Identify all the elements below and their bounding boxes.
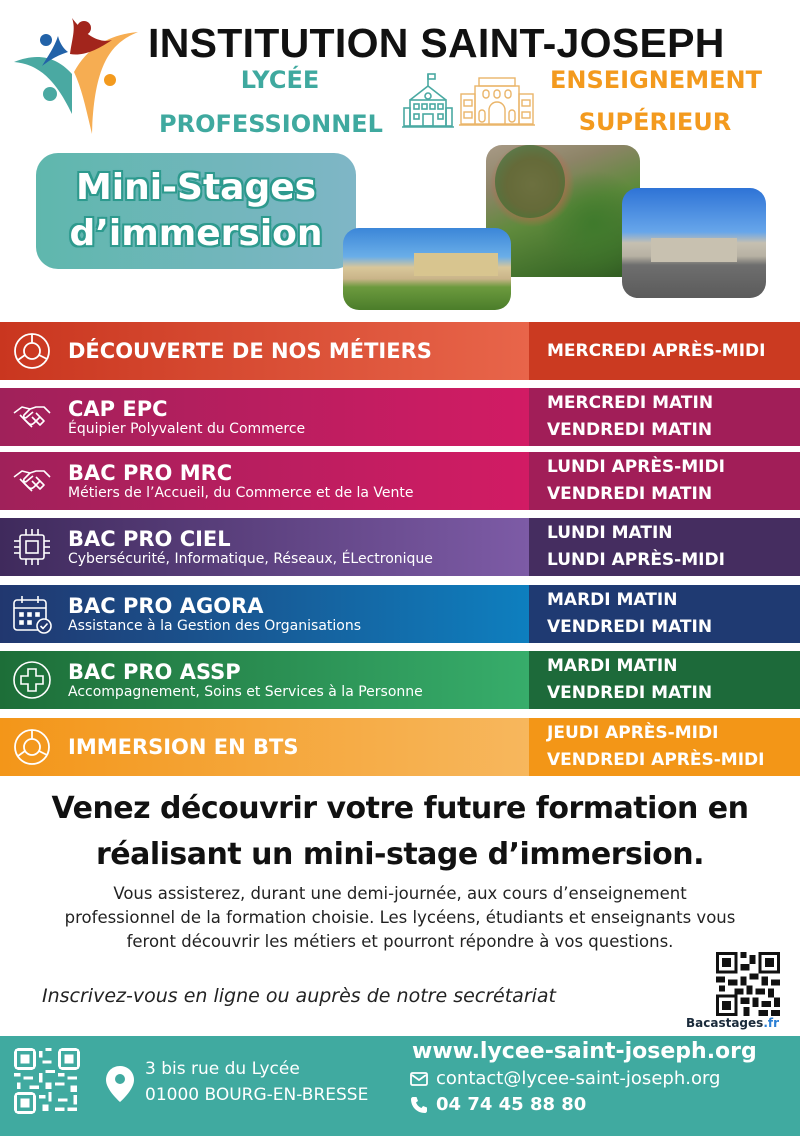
- row-schedule-cell: [529, 388, 800, 446]
- row-label-cell: [0, 651, 529, 709]
- bacastages-tld: .fr: [763, 1016, 780, 1030]
- description-line2: professionnel de la formation choisie. Les lycéens, étudiants et enseignants vous: [64, 908, 736, 927]
- schedule-slot: VENDREDI MATIN: [547, 683, 713, 703]
- row-label-cell: [0, 718, 529, 776]
- schedule-slot: VENDREDI APRÈS-MIDI: [547, 750, 765, 770]
- calendar-check-icon: [10, 592, 54, 636]
- circle-segments-icon: [10, 329, 54, 373]
- row-label-cell: [0, 452, 529, 510]
- row-title: BAC PRO ASSP: [68, 659, 241, 684]
- schedule-slot: JEUDI APRÈS-MIDI: [547, 723, 719, 743]
- hero-title-line1: Mini-Stages: [75, 167, 317, 208]
- handshake-icon: [10, 395, 54, 439]
- row-schedule-cell: [529, 651, 800, 709]
- row-title: IMMERSION EN BTS: [68, 735, 299, 759]
- row-subtitle: Accompagnement, Soins et Services à la Personne: [68, 683, 423, 700]
- address-block: [145, 1056, 368, 1108]
- schedule-slot: MERCREDI MATIN: [547, 393, 714, 413]
- schedule-slot: MERCREDI APRÈS-MIDI: [547, 340, 766, 361]
- bacastages-link[interactable]: [686, 1016, 779, 1030]
- email-row: [410, 1068, 720, 1089]
- row-schedule-cell: [529, 585, 800, 643]
- address-street: 3 bis rue du Lycée: [145, 1059, 300, 1079]
- row-bac-pro-ciel: [0, 518, 800, 576]
- signup-text: Inscrivez-vous en ligne ou auprès de notre secrétariat: [42, 985, 557, 1007]
- row-schedule-cell: [529, 718, 800, 776]
- schedule-slot: LUNDI APRÈS-MIDI: [547, 457, 725, 477]
- schedule-slot: VENDREDI MATIN: [547, 617, 713, 637]
- medical-cross-icon: [10, 658, 54, 702]
- cta-line1: Venez découvrir votre future formation en: [51, 791, 749, 826]
- schedule-slot: LUNDI MATIN: [547, 523, 673, 543]
- schedule-slot: VENDREDI MATIN: [547, 420, 713, 440]
- description-line3: feront découvrir les métiers et pourront répondre à vos questions.: [126, 932, 674, 951]
- lycee-label: LYCÉE: [240, 66, 320, 94]
- row-subtitle: Métiers de l’Accueil, du Commerce et de la Vente: [68, 484, 414, 501]
- mini-stages-badge: [36, 153, 356, 269]
- row-bac-pro-assp: [0, 651, 800, 709]
- bacastages-qr-code-icon[interactable]: [716, 952, 780, 1016]
- institution-title: INSTITUTION SAINT-JOSEPH: [148, 20, 725, 66]
- email-link[interactable]: contact@lycee-saint-joseph.org: [436, 1068, 721, 1089]
- school-building-icon: [402, 72, 454, 128]
- location-pin-icon: [106, 1066, 134, 1102]
- university-building-icon: [459, 76, 535, 126]
- professionnel-label: PROFESSIONNEL: [159, 110, 383, 138]
- row-title: BAC PRO MRC: [68, 460, 233, 485]
- row-label-cell: [0, 322, 529, 380]
- schedule-slot: VENDREDI MATIN: [547, 484, 713, 504]
- row-subtitle: Équipier Polyvalent du Commerce: [68, 420, 306, 437]
- row-subtitle: Assistance à la Gestion des Organisations: [68, 617, 362, 634]
- campus-courtyard-photo: [622, 188, 766, 298]
- row-subtitle: Cybersécurité, Informatique, Réseaux, ÉLectronique: [68, 550, 433, 567]
- handshake-icon: [10, 459, 54, 503]
- superieur-label: SUPÉRIEUR: [578, 108, 732, 136]
- address-city: 01000 BOURG-EN-BRESSE: [145, 1085, 369, 1105]
- schedule-slot: MARDI MATIN: [547, 590, 678, 610]
- row-cap-epc: [0, 388, 800, 446]
- description-line1: Vous assisterez, durant une demi-journée, aux cours d’enseignement: [113, 884, 687, 903]
- enseignement-label: ENSEIGNEMENT: [549, 66, 762, 94]
- row-title: DÉCOUVERTE DE NOS MÉTIERS: [68, 339, 432, 363]
- footer-contact-band: [0, 1036, 800, 1136]
- phone-icon: [410, 1096, 428, 1114]
- row-label-cell: [0, 585, 529, 643]
- row-bac-pro-agora: [0, 585, 800, 643]
- schedule-slot: MARDI MATIN: [547, 656, 678, 676]
- row-schedule-cell: [529, 452, 800, 510]
- row-immersion-bts: [0, 718, 800, 776]
- row-bac-pro-mrc: [0, 452, 800, 510]
- chip-icon: [10, 525, 54, 569]
- schedule-slot: LUNDI APRÈS-MIDI: [547, 550, 725, 570]
- website-qr-code-icon[interactable]: [14, 1048, 80, 1114]
- row-title: BAC PRO AGORA: [68, 593, 264, 618]
- row-schedule-cell: [529, 322, 800, 380]
- circle-segments-icon: [10, 725, 54, 769]
- row-decouverte: [0, 322, 800, 380]
- phone-number[interactable]: 04 74 45 88 80: [436, 1094, 587, 1115]
- bacastages-name: Bacastages: [686, 1016, 764, 1030]
- envelope-icon: [410, 1072, 428, 1086]
- row-label-cell: [0, 388, 529, 446]
- phone-row: [410, 1094, 586, 1115]
- description-paragraph: [10, 882, 790, 954]
- row-schedule-cell: [529, 518, 800, 576]
- institution-logo-icon: [14, 14, 138, 140]
- hero-title-line2: d’immersion: [69, 213, 323, 254]
- campus-building-photo: [343, 228, 511, 310]
- row-title: BAC PRO CIEL: [68, 526, 231, 551]
- cta-line2: réalisant un mini-stage d’immersion.: [95, 837, 704, 872]
- row-title: CAP EPC: [68, 396, 168, 421]
- website-link[interactable]: www.lycee-saint-joseph.org: [412, 1039, 757, 1064]
- row-label-cell: [0, 518, 529, 576]
- call-to-action-heading: [0, 786, 800, 878]
